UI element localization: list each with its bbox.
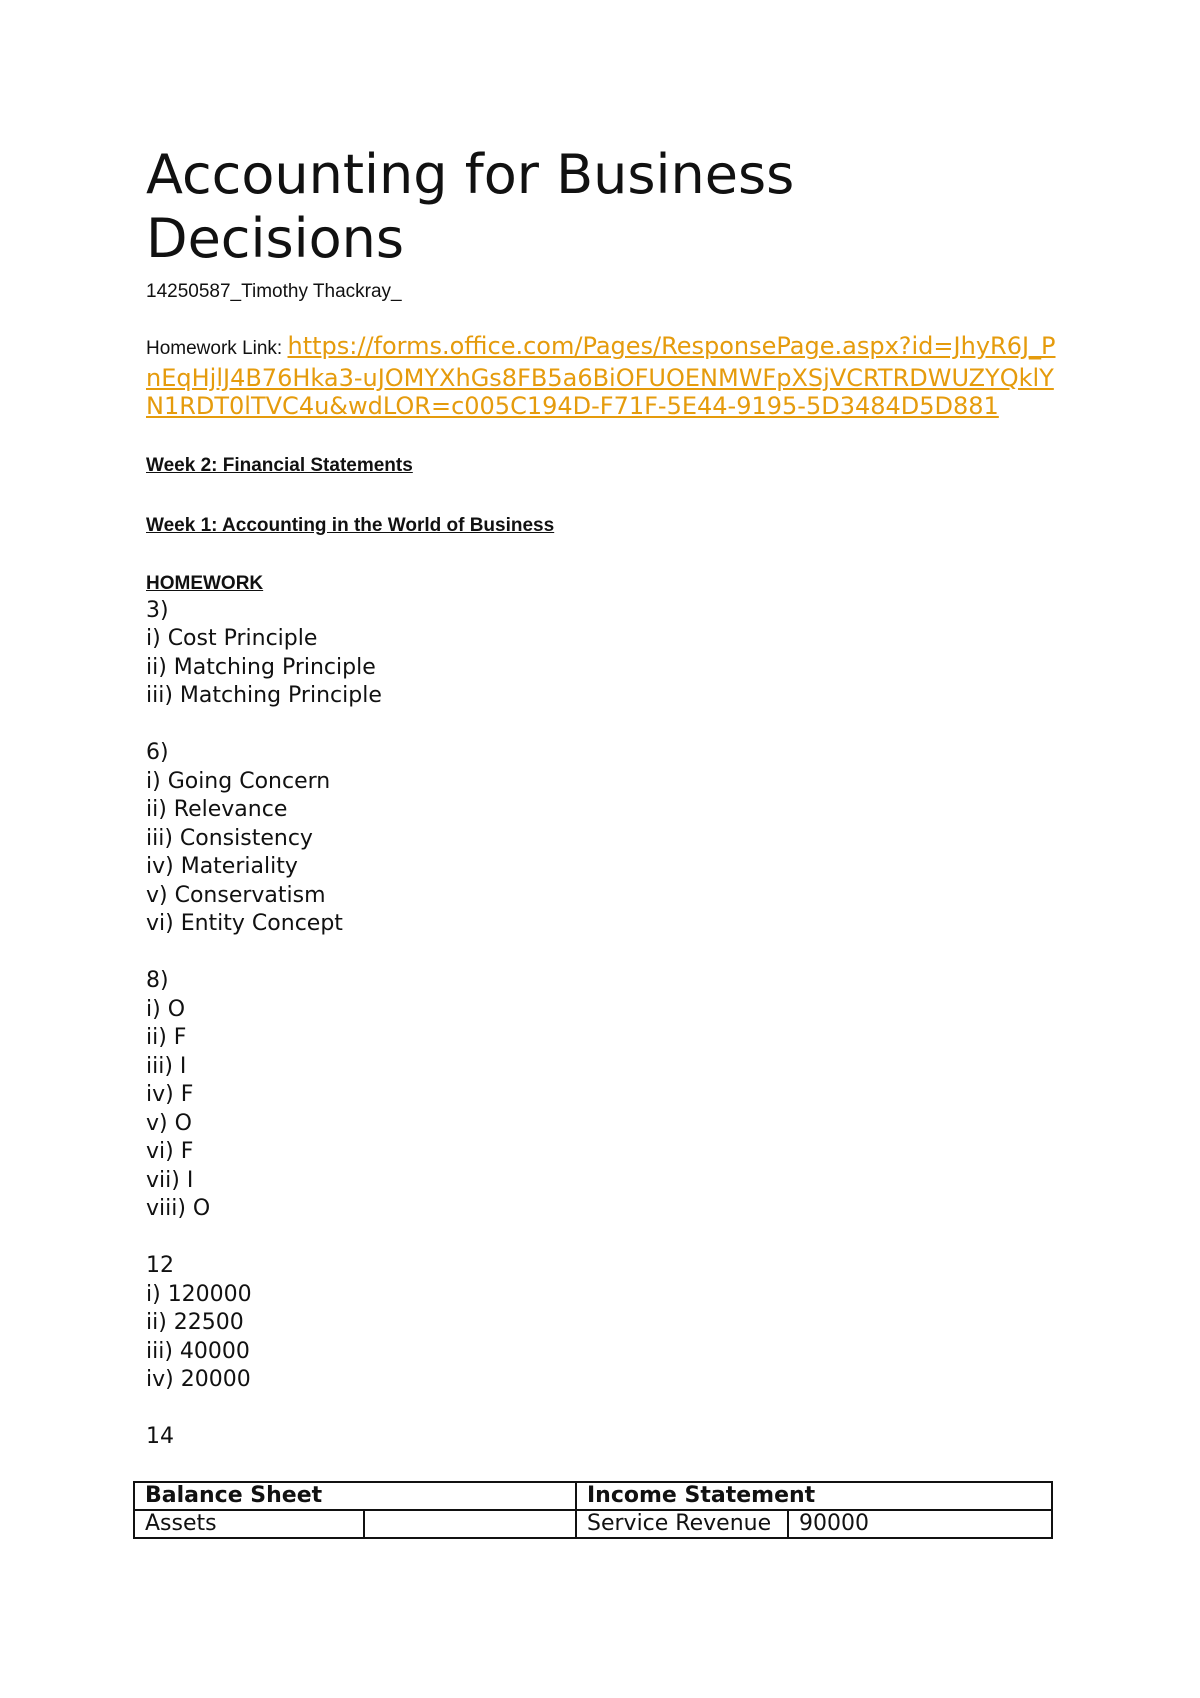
week2-heading: Week 2: Financial Statements [146, 454, 413, 476]
homework-link-label: Homework Link: [146, 338, 288, 359]
table-row [134, 1510, 1052, 1538]
answer-item: ii) Matching Principle [146, 654, 376, 680]
answer-item: iii) Matching Principle [146, 683, 382, 708]
answer-item: iv) F [146, 1082, 194, 1107]
question-number: 6) [146, 740, 169, 765]
answer-item: v) Conservatism [146, 882, 326, 908]
document-title: Accounting for Business Decisions [146, 143, 795, 270]
question-list [146, 597, 1066, 1452]
homework-link-row [146, 332, 1066, 421]
week1-heading: Week 1: Accounting in the World of Business [146, 514, 555, 536]
answer-item: iii) Consistency [146, 825, 313, 851]
answer-item: iv) 20000 [146, 1367, 251, 1392]
answer-item: vi) Entity Concept [146, 911, 343, 936]
question-group [146, 1252, 1066, 1395]
question-group [146, 597, 1066, 711]
financial-table [133, 1481, 1053, 1539]
answer-item: v) O [146, 1110, 192, 1136]
answer-item: i) O [146, 996, 186, 1022]
document-body [146, 143, 1066, 1452]
answer-item: vi) F [146, 1139, 194, 1164]
question-group [146, 739, 1066, 939]
question-number: 14 [146, 1424, 174, 1449]
answer-item: iii) 40000 [146, 1338, 250, 1364]
question-number: 8) [146, 968, 169, 993]
answer-item: i) 120000 [146, 1281, 252, 1307]
answer-item: ii) 22500 [146, 1310, 244, 1335]
homework-heading: HOMEWORK [146, 572, 264, 594]
answer-item: vii) I [146, 1167, 194, 1193]
question-number: 12 [146, 1253, 174, 1278]
table-header-income-statement: Income Statement [576, 1482, 1052, 1510]
table-cell: Service Revenue [576, 1510, 788, 1538]
answer-item: i) Cost Principle [146, 626, 318, 651]
table-cell: 90000 [788, 1510, 1052, 1538]
answer-item: iii) I [146, 1053, 187, 1079]
answer-item: iv) Materiality [146, 854, 298, 879]
question-group [146, 1423, 1066, 1452]
answer-item: ii) Relevance [146, 797, 288, 822]
table-header-balance-sheet: Balance Sheet [134, 1482, 576, 1510]
question-number: 3) [146, 597, 169, 623]
table-cell: Assets [134, 1510, 364, 1538]
answer-item: viii) O [146, 1196, 211, 1221]
question-group [146, 967, 1066, 1224]
table-cell [364, 1510, 576, 1538]
table-header-row [134, 1482, 1052, 1510]
homework-link[interactable]: https://forms.office.com/Pages/ResponsePage.aspx?id=JhyR6J_PnEqHjlJ4B76Hka3-uJOMYXhGs8FB5a6BiOFUOENMWFpXSjVCRTRDWUZYQklYN1RDT0lTVC4u&wdLOR=c005C194D-F71F-5E44-9195-5D3484D5D881 [146, 332, 1056, 420]
student-line: 14250587_Timothy Thackray_ [146, 281, 402, 302]
answer-item: ii) F [146, 1025, 187, 1050]
answer-item: i) Going Concern [146, 768, 331, 794]
